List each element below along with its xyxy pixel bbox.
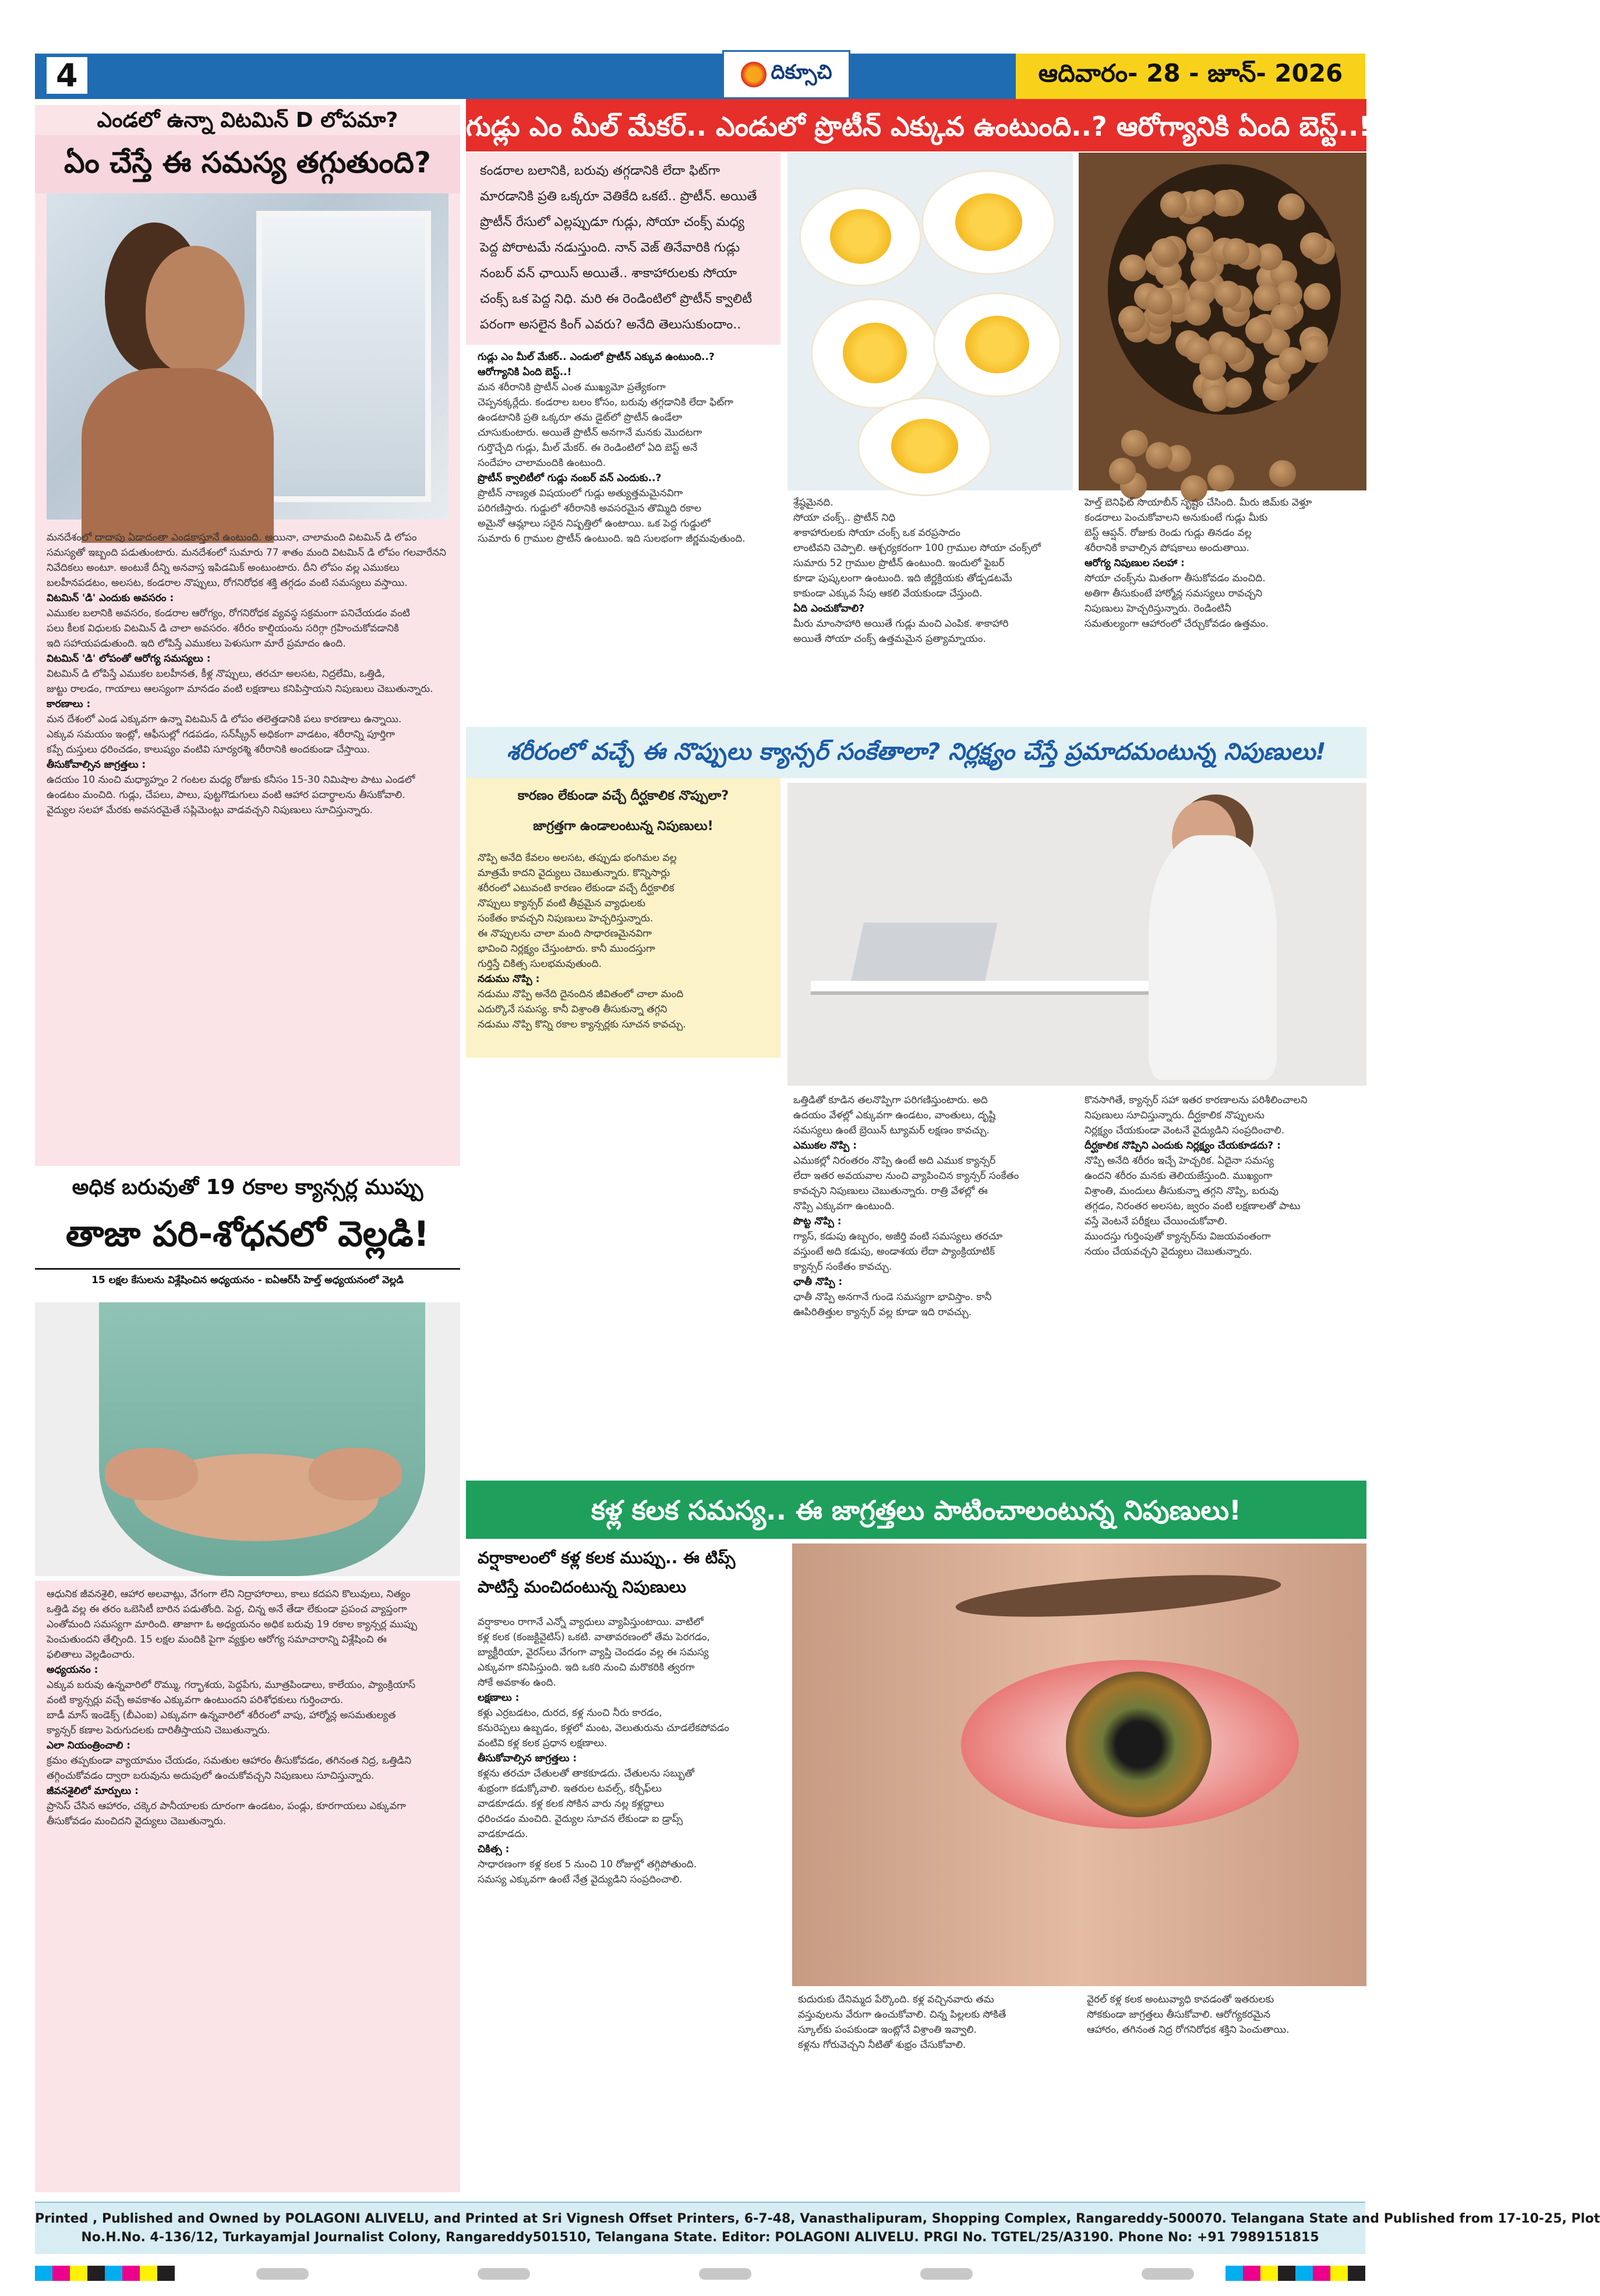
text-line: ముందస్తు గుర్తింపుతో క్యాన్సర్‌ను విజయవంతంగా <box>1085 1231 1271 1242</box>
text-line: సోయా చంక్స్‌ను మితంగా తీసుకోవడం మంచిది. <box>1085 573 1266 584</box>
protein-article-col3 <box>1079 495 1366 722</box>
left-article-kicker: ఎండలో ఉన్నా విటమిన్ D లోపమా? <box>35 105 460 140</box>
soya-chunk <box>1278 193 1305 220</box>
text-line: ఉదయం వేళల్లో ఎక్కువగా ఉండటం, వాంతులు, దృష్టి <box>793 1110 996 1121</box>
text-line: ఉదయం 10 నుంచి మధ్యాహ్నం 2 గంటల మధ్య రోజుకు కనీసం 15-30 నిమిషాల పాటు ఎండలో <box>47 774 415 786</box>
text-line: ఏది ఎంచుకోవాలి? <box>793 603 865 614</box>
egg-half <box>799 188 921 287</box>
text-line: వైరల్ కళ్ల కలక అంటువ్యాధి కావడంతో ఇతరులకు <box>1087 1994 1274 2005</box>
text-line: అమైనో ఆమ్లాలు సరైన నిష్పత్తిలో ఉంటాయి. ఒక పెద్ద గుడ్డులో <box>478 518 711 529</box>
text-line: సోకే అవకాశం ఉంది. <box>478 1677 556 1689</box>
text-line: మాత్రమే కాదని వైద్యులు చెబుతున్నారు. కొన్నిసార్లు <box>478 867 670 879</box>
registration-swatch <box>35 2266 52 2281</box>
text-line: ఆధునిక జీవనశైలి, ఆహార అలవాట్లు, వేగంగా లేని నిద్రాహారాలు, కాలు కదపని కొలువులు, నిత్యం <box>47 1588 411 1600</box>
soya-chunk <box>1300 232 1327 259</box>
cancer-article-body <box>466 850 780 1474</box>
soya-chunk <box>1225 377 1252 404</box>
registration-pill <box>920 2268 973 2280</box>
text-line: ఛాతీ నొప్పి అనగానే గుండె సమస్యగా భావిస్తాం. కానీ <box>793 1291 992 1303</box>
text-line: ప్రొటీన్ నాణ్యత విషయంలో గుడ్లు అత్యుత్తమమైనవిగా <box>478 488 683 499</box>
text-line: కళ్లను గోరువెచ్చని నీటితో శుభ్రం చేసుకోవాలి. <box>798 2039 966 2051</box>
imprint-line-1: Printed , Published and Owned by POLAGONI ALIVELU, and Printed at Sri Vignesh Offset Printers, 6-7-48, Vanasthalipuram, Shopping Complex, Rangareddy-500070. Telangana State and Published from 17-10-25, Plot <box>35 2212 1600 2226</box>
text-line: కుదురుకు దేనిమ్మద పేర్కొంది. కళ్ల వచ్చినవారు తమ <box>798 1994 994 2005</box>
text-line: శాకాహారులకు సోయా చంక్స్ ఒక వరప్రసాదం <box>793 527 960 539</box>
text-line: ఒత్తిడితో కూడిన తలనొప్పిగా పరిగణిస్తుంటారు. అది <box>793 1094 988 1106</box>
soya-chunk <box>1191 255 1217 282</box>
text-line: క్యాన్సర్ సంకేతం కావచ్చు. <box>793 1261 892 1273</box>
text-line: లేదా ఇతర అవయవాల నుంచి వ్యాపించిన క్యాన్సర్ సంకేతం <box>793 1170 1019 1182</box>
text-line: క్యాన్సర్ కణాల పెరుగుదలకు దారితీస్తాయని చెబుతున్నారు. <box>47 1725 270 1736</box>
text-line: బలహీనపడటం, అలసట, కండరాల నొప్పులు, రోగనిరోధక శక్తి తగ్గడం వంటి సమస్యలు వస్తాయి. <box>47 577 408 589</box>
soya-chunk <box>1223 238 1249 265</box>
text-line: మీరు మాంసాహారి అయితే గుడ్లు మంచి ఎంపిక. శాకాహారి <box>793 618 1009 630</box>
text-line: వైద్యుల సలహా మేరకు అవసరమైతే సప్లిమెంట్లు వాడవచ్చని నిపుణులు సూచిస్తున్నారు. <box>47 804 373 816</box>
text-line: లక్షణాలు : <box>478 1692 520 1704</box>
registration-swatch <box>52 2266 70 2281</box>
text-line: కప్పే దుస్తులు ధరించడం, కాలుష్యం వంటివి సూర్యరశ్మి శరీరానికి అందకుండా చేస్తాయి. <box>47 744 370 755</box>
text-line: పలు కీలక విధులకు విటమిన్ డి చాలా అవసరం. శరీరం కాల్షియంను సరిగ్గా గ్రహించుకోవడానికి <box>47 623 400 634</box>
text-line: బెస్ట్ ఆప్షన్. రోజుకు రెండు గుడ్లు తినడం వల్ల <box>1085 527 1252 539</box>
text-line: ఆహారం, తగినంత నిద్ర రోగనిరోధక శక్తిని పెంచుతాయి. <box>1087 2024 1290 2036</box>
text-line: భావించి నిర్లక్ష్యం చేస్తుంటారు. కానీ ముందస్తుగా <box>478 943 655 955</box>
registration-pill <box>256 2268 309 2280</box>
text-line: సమతుల్యంగా ఆహారంలో చేర్చుకోవడం ఉత్తమం. <box>1085 618 1269 630</box>
imprint-line-2: No.H.No. 4-136/12, Turkayamjal Journalist Colony, Rangareddy501510, Telangana State. Editor: POLAGONI ALIVELU. PRGI No. TGTEL/25/A3190. Phone No: +91 7989151815 <box>81 2230 1319 2245</box>
page-number: 4 <box>47 57 87 94</box>
text-line: కళ్లు ఎర్రబడటం, దురద, కళ్ల నుంచి నీరు కారడం, <box>478 1707 662 1719</box>
text-line: శుభ్రంగా కడుక్కోవాలి. ఇతరుల టవల్స్, కర్చీఫ్‌లు <box>478 1783 662 1795</box>
text-line: సంకేతం కావచ్చని నిపుణులు హెచ్చరిస్తున్నారు. <box>478 913 654 924</box>
text-line: నొప్పులు క్యాన్సర్ వంటి తీవ్రమైన వ్యాధులకు <box>478 898 646 909</box>
text-line: ఎక్కువ సమయం ఇంట్లో, ఆఫీసుల్లో గడపడం, సన్‌స్క్రీన్ అధికంగా వాడటం, శరీరాన్ని పూర్తిగా <box>47 729 395 740</box>
text-line: అధ్యయనం : <box>47 1664 98 1676</box>
text-line: సాధారణంగా కళ్ల కలక 5 నుంచి 10 రోజుల్లో తగ్గిపోతుంది. <box>478 1859 697 1870</box>
text-line: దీర్ఘకాలిక నొప్పిని ఎందుకు నిర్లక్ష్యం చేయకూడదు? : <box>1085 1140 1281 1151</box>
obesity-article-headline: తాజా పరి-శోధనలో వెల్లడి! <box>35 1206 460 1270</box>
text-line: కళ్లను తరచూ చేతులతో తాకకూడదు. చేతులను సబ్బుతో <box>478 1768 694 1779</box>
text-line: కారణాలు : <box>47 698 91 710</box>
text-line: బాడీ మాస్ ఇండెక్స్ (బీఎంఐ) ఎక్కువగా ఉన్నవారిలో శరీరంలో వాపు, హార్మోన్ల అసమతుల్యత <box>47 1709 396 1721</box>
registration-swatch <box>1260 2266 1278 2281</box>
text-line: గుర్తిస్తే చికిత్స సులభమవుతుంది. <box>478 958 602 970</box>
text-line: తీసుకోవాల్సిన జాగ్రత్తలు : <box>47 759 146 771</box>
text-line: చూసుకుంటారు. అయితే ప్రొటీన్ అనగానే మనకు మొదటగా <box>478 427 702 439</box>
cancer-intro-sub: జాగ్రత్తగా ఉండాలంటున్న నిపుణులు! <box>533 819 714 833</box>
soya-chunk <box>1109 458 1136 485</box>
registration-swatch <box>87 2266 105 2281</box>
text-line: వర్షాకాలం రాగానే ఎన్నో వ్యాధులు వ్యాపిస్తుంటాయి. వాటిలో <box>478 1616 704 1628</box>
egg-half <box>857 397 991 496</box>
text-line: ప్రాసెస్ చేసిన ఆహారం, చక్కెర పానీయాలకు దూరంగా ఉండటం, పండ్లు, కూరగాయలు ఎక్కువగా <box>47 1800 406 1812</box>
registration-swatch <box>1348 2266 1365 2281</box>
text-line: ఒత్తిడి వల్ల ఈ తరం ఒబెసిటీ బారిన పడుతోంది. పెద్ద, చిన్న అనే తేడా లేకుండా ప్రపంచ వ్యాప్తంగా <box>47 1603 407 1615</box>
soya-chunk <box>1146 442 1172 469</box>
text-line: నొప్పి అనేది శరీరం ఇచ్చే హెచ్చరిక. ఏదైనా సమస్య <box>1085 1155 1274 1167</box>
boiled-eggs-photo <box>787 153 1073 490</box>
text-line: విటమిన్ 'డి' లోపంతో ఆరోగ్య సమస్యలు : <box>47 653 211 665</box>
text-line: శ్రేష్ఠమైనది. <box>793 497 833 508</box>
text-line: అతిగా తీసుకుంటే హార్మోన్ల సమస్యలు రావచ్చని <box>1085 588 1263 599</box>
text-line: బ్యాక్టీరియా, వైరస్‌లు వేగంగా వ్యాప్తి చెందడం వల్ల ఈ సమస్య <box>478 1647 709 1658</box>
registration-swatch <box>122 2266 140 2281</box>
registration-swatch <box>140 2266 157 2281</box>
soya-chunk <box>1304 283 1330 310</box>
text-line: సుమారు 6 గ్రాముల ప్రొటీన్ ఉంటుంది. ఇది సులభంగా జీర్ణమవుతుంది. <box>478 533 746 545</box>
soya-chunk <box>1189 189 1216 216</box>
text-line: కొనసాగితే, క్యాన్సర్ సహా ఇతర కారణాలను పరిశీలించాలని <box>1085 1094 1308 1106</box>
text-line: కావచ్చని నిపుణులు చెబుతున్నారు. రాత్రి వేళల్లో ఈ <box>793 1185 988 1197</box>
text-line: ఎక్కువగా కనిపిస్తుంది. ఇది ఒకరి నుంచి మరొకరికి త్వరగా <box>478 1662 695 1673</box>
egg-half <box>811 298 939 409</box>
text-line: ఊపిరితిత్తుల క్యాన్సర్ వల్ల కూడా ఇది రావచ్చు. <box>793 1306 972 1318</box>
paper-name: దిక్సూచి <box>771 61 832 84</box>
text-line: కాకుండా ఎక్కువ సేపు ఆకలి వేయకుండా చేస్తుంది. <box>793 588 983 599</box>
text-line: సోకకుండా జాగ్రత్తలు తీసుకోవాలి. ఆరోగ్యకరమైన <box>1087 2009 1271 2021</box>
egg-half <box>933 292 1061 397</box>
text-line: ధరించడం మంచిది. వైద్యుల సూచన లేకుండా ఐ డ్రాప్స్ <box>478 1813 683 1825</box>
text-line: సందేహం చాలామందికి ఉంటుంది. <box>478 457 606 469</box>
text-line: విటమిన్ డి లోపిస్తే ఎముకల బలహీనత, కీళ్ల నొప్పులు, తరచూ అలసట, నిద్రలేమి, ఒత్తిడి, <box>47 668 386 680</box>
text-line: నయం చేయవచ్చని వైద్యులు చెబుతున్నారు. <box>1085 1246 1252 1257</box>
text-line: క్రమం తప్పకుండా వ్యాయామం చేయడం, సమతుల ఆహారం తీసుకోవడం, తగినంత నిద్ర, ఒత్తిడిని <box>47 1755 412 1767</box>
soya-chunk <box>1207 465 1234 492</box>
text-line: సుమారు 52 గ్రాముల ప్రొటీన్ ఉంటుంది. ఇందులో ఫైబర్ <box>793 557 1005 569</box>
text-line: చెప్పనక్కర్లేదు. కండరాల బలం కోసం, బరువు తగ్గడానికి లేదా ఫిట్‌గా <box>478 397 733 408</box>
cancer-article-col3 <box>1079 1093 1366 1477</box>
eye-article-col3 <box>1081 1992 1366 2190</box>
red-eye-photo <box>792 1543 1366 1986</box>
left-article-panel <box>35 193 460 1166</box>
eye-article-col1 <box>478 1615 780 2191</box>
text-line: ఎదుర్కొనే సమస్య. కానీ విశ్రాంతి తీసుకున్నా తగ్గని <box>478 1004 667 1015</box>
text-line: తీసుకోవాల్సిన జాగ్రత్తలు : <box>478 1753 577 1764</box>
text-line: వస్తుంటే అది కడుపు, అండాశయ లేదా ప్యాంక్రియాటిక్ <box>793 1246 995 1257</box>
eye-article-headline: కళ్ల కలక సమస్య.. ఈ జాగ్రత్తలు పాటించాలంటున్న నిపుణులు! <box>466 1481 1366 1539</box>
text-line: సమస్య ఎక్కువగా ఉంటే నేత్ర వైద్యుడిని సంప్రదించాలి. <box>478 1874 683 1885</box>
registration-pill <box>478 2268 530 2280</box>
text-line: తగ్గించుకోవడం ద్వారా బరువును అదుపులో ఉంచుకోవచ్చని నిపుణులు సూచిస్తున్నారు. <box>47 1770 375 1782</box>
registration-swatch <box>1243 2266 1260 2281</box>
text-line: పెంచుతుందని తేల్చింది. 15 లక్షల మందికి పైగా వ్యక్తుల ఆరోగ్య సమాచారాన్ని విశ్లేషించి ఈ <box>47 1634 387 1645</box>
protein-article-intro: కండరాల బలానికి, బరువు తగ్గడానికి లేదా ఫిట్‌గా మారడానికి ప్రతి ఒక్కరూ వెతికేది ఒకటే.. ప్రొటీన్. అయితే ప్రొటీన్ రేసులో ఎల్లప్పుడూ గుడ్లు, సోయా చంక్స్ మధ్య పెద్ద పోరాటమే నడుస్తుంది. నాన్ వెజ్ తినేవారికి గుడ్లు నంబర్ వన్ ఛాయిస్ అయితే.. శాకాహారులకు సోయా చంక్స్ ఒక పెద్ద నిధి. మరి ఈ రెండింటిలో ప్రొటీన్ క్వాలిటీ పరంగా అసలైన కింగ్ ఎవరు? అనేది తెలుసుకుందాం.. <box>466 153 780 345</box>
text-line: ఈ నొప్పులను చాలా మంది సాధారణమైనవిగా <box>478 928 652 939</box>
obesity-article-caption: 15 లక్షల కేసులను విశ్లేషించిన అధ్యయనం - ఐఏఆర్‌సీ హెల్త్ అధ్యయనంలో వెల్లడి <box>91 1274 404 1286</box>
registration-swatch <box>1330 2266 1348 2281</box>
text-line: నివేదికలు అంటూ. అంటుకే దీన్ని అనవాస్త ఇపిడమిక్ అంటుంటారు. దీని లోపం వల్ల ఎముకలు <box>47 562 400 574</box>
soya-chunk <box>1214 281 1241 308</box>
text-line: వాడకూడదు. కళ్ల కలక సోకిన వారు నల్ల కళ్లద్దాలు <box>478 1798 665 1810</box>
left-article-headline: ఏం చేస్తే ఈ సమస్య తగ్గుతుంది? <box>35 135 460 193</box>
text-line: ఫలితాలు వెల్లడించారు. <box>47 1649 135 1661</box>
text-line: కండరాలు పెంచుకోవాలని అనుకుంటే గుడ్లు మీకు <box>1085 512 1268 524</box>
soya-chunk <box>1186 227 1213 253</box>
text-line: నిర్లక్ష్యం చేయకుండా వెంటనే వైద్యుడిని సంప్రదించాలి. <box>1085 1125 1285 1136</box>
text-line: ఎక్కువ బరువు ఉన్నవారిలో రొమ్ము, గర్భాశయ, పెద్దపేగు, మూత్రపిండాలు, కాలేయం, ప్యాంక్రియాస్ <box>47 1679 416 1691</box>
text-line: ఎలా నియంత్రించాలి : <box>47 1740 131 1751</box>
left-article-body <box>47 530 448 1159</box>
text-line: తగ్గడం, నిరంతర అలసట, జ్వరం వంటి లక్షణాలతో పాటు <box>1085 1200 1301 1212</box>
eye-article-subhead: వర్షాకాలంలో కళ్ల కలక ముప్పు.. ఈ టిప్స్ పాటిస్తే మంచిదంటున్న నిపుణులు <box>478 1548 736 1596</box>
text-line: ప్రొటీన్ క్వాలిటీలో గుడ్లు నంబర్ వన్ ఎందుకు..? <box>478 472 662 484</box>
text-line: ఇది సహాయపడుతుంది. ఇది లోపిస్తే ఎముకలు పెళుసుగా మారే ప్రమాదం ఉంది. <box>47 638 346 649</box>
cancer-intro-title: కారణం లేకుండా వచ్చే దీర్ఘకాలిక నొప్పులా? <box>517 789 729 803</box>
registration-swatch <box>1225 2266 1243 2281</box>
text-line: ఎముకల బలానికి అవసరం, కండరాల ఆరోగ్యం, రోగనిరోధక వ్యవస్థ సక్రమంగా పనిచేయడం వంటి <box>47 607 410 619</box>
woman-back-pain-photo <box>787 783 1366 1086</box>
text-line: ఉందని శరీరం మనకు తెలియజేస్తుంది. ముఖ్యంగా <box>1085 1170 1273 1182</box>
text-line: మన దేశంలో ఎండ ఎక్కువగా ఉన్నా విటమిన్ డి లోపం తలెత్తడానికి పలు కారణాలు ఉన్నాయి. <box>47 713 402 725</box>
text-line: నొప్పి అనేది కేవలం అలసట, తప్పుడు భంగిమల వల్ల <box>478 852 677 864</box>
soya-chunk <box>1184 299 1211 326</box>
text-line: చికిత్స : <box>478 1843 510 1855</box>
text-line: విశ్రాంతి, మందులు తీసుకున్నా తగ్గని నొప్పి, బరువు <box>1085 1185 1279 1197</box>
text-line: వస్తే వెంటనే పరీక్షలు చేయించుకోవాలి. <box>1085 1216 1228 1227</box>
registration-swatch <box>157 2266 175 2281</box>
soya-chunk <box>1269 460 1296 487</box>
text-line: నడుము నొప్పి : <box>478 973 540 985</box>
sun-logo-icon <box>741 62 767 87</box>
text-line: సోయా చంక్స్.. ప్రొటీన్ నిధి <box>793 512 896 524</box>
text-line: ఎముకల నొప్పి : <box>793 1140 857 1151</box>
text-line: శరీరంలో ఎటువంటి కారణం లేకుండా వచ్చే దీర్ఘకాలిక <box>478 882 674 894</box>
text-line: సమస్యలు ఉంటే బ్రెయిన్ ట్యూమర్ లక్షణం కావచ్చు. <box>793 1125 990 1136</box>
eye-article-col2 <box>792 1992 1075 2190</box>
text-line: కూడా పుష్కలంగా ఉంటుంది. ఇది జీర్ణక్రియకు తోడ్పడటమే <box>793 573 1012 584</box>
paper-logo <box>722 50 850 99</box>
registration-pill <box>1142 2268 1194 2280</box>
text-line: నిపుణులు సూచిస్తున్నారు. దీర్ఘకాలిక నొప్పులను <box>1085 1110 1265 1121</box>
text-line: అయితే సోయా చంక్స్ ఉత్తమమైన ప్రత్యామ్నాయం. <box>793 633 986 645</box>
text-line: గుర్తొచ్చేది గుడ్లు, మీల్ మేకర్. ఈ రెండింటిలో ఏది బెస్ట్ అనే <box>478 442 698 454</box>
text-line: హెల్త్ బెనిఫిట్ సొయాబీన్ సృష్టం చేసింది. మీరు జిమ్‌కు వెళ్తూ <box>1085 497 1312 508</box>
soya-chunk <box>1220 337 1246 364</box>
registration-swatch <box>1278 2266 1295 2281</box>
text-line: ఎముకల్లో నిరంతరం నొప్పి ఉంటే అది ఎముక క్యాన్సర్ <box>793 1155 996 1167</box>
text-line: గుడ్లు ఎం మీల్ మేకర్.. ఎండులో ప్రొటీన్ ఎక్కువ ఉంటుంది..? <box>478 351 715 363</box>
text-line: వస్తువులను వేరుగా ఉంచుకోవాలి. చిన్న పిల్లలకు సోకితే <box>798 2009 1006 2021</box>
issue-date: ఆదివారం- 28 - జూన్- 2026 <box>1016 54 1365 99</box>
registration-pill <box>699 2268 751 2280</box>
text-line: నొప్పి ఎక్కువగా ఉంటుంది. <box>793 1200 895 1212</box>
text-line: ఉండటానికి ప్రతి ఒక్కరూ తమ డైట్‌లో ప్రొటీన్ ఉండేలా <box>478 412 683 423</box>
text-line: ఎంతోమంది సమస్యగా మారింది. తాజాగా ఓ అధ్యయనం అధిక బరువు 19 రకాల క్యాన్సర్ల ముప్పు <box>47 1619 418 1630</box>
text-line: నిపుణులు హెచ్చరిస్తున్నారు. రెండింటినీ <box>1085 603 1232 614</box>
soya-chunks-photo <box>1079 153 1366 490</box>
text-line: లాంటివని చెప్పాలి. ఆశ్చర్యకరంగా 100 గ్రాముల సోయా చంక్స్‌లో <box>793 542 1041 554</box>
protein-article-col2 <box>787 495 1073 722</box>
text-line: స్కూల్‌కు పంపకుండా ఇంట్లోనే విశ్రాంతి ఇవ్వాలి. <box>798 2024 977 2036</box>
text-line: ఛాతీ నొప్పి : <box>793 1276 843 1288</box>
text-line: ఆరోగ్యానికి ఏంది బెస్ట్..! <box>478 366 572 378</box>
print-registration-bar <box>35 2266 1365 2283</box>
text-line: మన శరీరానికి ప్రొటీన్ ఎంత ముఖ్యమో ప్రత్యేకంగా <box>478 382 666 393</box>
soya-chunk <box>1270 303 1297 330</box>
text-line: వంటివి కళ్ల కలక ప్రధాన లక్షణాలు. <box>478 1737 607 1749</box>
woman-sunlight-photo <box>47 193 448 520</box>
protein-article-headline: గుడ్లు ఎం మీల్ మేకర్.. ఎండులో ప్రొటీన్ ఎక్కువ ఉంటుంది..? ఆరోగ్యానికి ఏంది బెస్ట్..! <box>466 99 1366 151</box>
text-line: నడుము నొప్పి కొన్ని రకాల క్యాన్సర్లకు సూచన కావచ్చు. <box>478 1019 686 1030</box>
registration-swatch <box>105 2266 122 2281</box>
overweight-belly-photo <box>35 1302 460 1576</box>
text-line: కళ్ల కలక (కంజక్టివైటిస్) ఒకటి. వాతావరణంలో తేమ పెరగడం, <box>478 1631 710 1643</box>
soya-chunk <box>1146 288 1172 315</box>
text-line: నడుము నొప్పి అనేది దైనందిన జీవితంలో చాలా మంది <box>478 988 684 1000</box>
obesity-article-kicker: అధిక బరువుతో 19 రకాల క్యాన్సర్ల ముప్పు <box>72 1175 423 1199</box>
egg-half <box>921 170 1055 275</box>
soya-chunk <box>1152 238 1178 265</box>
registration-swatch <box>1295 2266 1313 2281</box>
cancer-article-col2 <box>787 1093 1073 1477</box>
text-line: పరిగణిస్తారు. గుడ్డులో శరీరానికి అవసరమైన తొమ్మిది రకాల <box>478 503 702 514</box>
text-line: మనదేశంలో దాదాపు ఏడాదంతా ఎండకాస్తూనే ఉంటుంది. అయినా, చాలామంది విటమిన్ డి లోపం <box>47 532 417 543</box>
text-line: గ్యాస్, కడుపు ఉబ్బరం, అజీర్తి వంటి సమస్యలు తరచూ <box>793 1231 1003 1242</box>
text-line: వాడకూడదు. <box>478 1828 528 1840</box>
text-line: సమస్యతో ఇబ్బంది పడుతుంటారు. మనదేశంలో సుమారు 77 శాతం మంది విటమిన్ డి లోపం గలవారేనని <box>47 547 446 559</box>
text-line: వంటి క్యాన్సర్లు వచ్చే అవకాశం ఎక్కువగా ఉంటుందని పరిశోధకులు గుర్తించారు. <box>47 1694 344 1706</box>
obesity-article-body <box>35 1581 460 2192</box>
text-line: జుట్టు రాలడం, గాయాలు ఆలస్యంగా మానడం వంటి లక్షణాలు కనిపిస్తాయని నిపుణులు చెబుతున్నారు. <box>47 683 433 695</box>
registration-swatch <box>70 2266 87 2281</box>
masthead <box>35 54 1365 99</box>
registration-swatch <box>1313 2266 1330 2281</box>
soya-chunk <box>1118 306 1145 333</box>
text-line: జీవనశైలిలో మార్పులు : <box>47 1785 139 1797</box>
text-line: కనురెప్పలు ఉబ్బడం, కళ్లలో మంట, వెలుతురును చూడలేకపోవడం <box>478 1722 729 1734</box>
text-line: పొట్ట నొప్పి : <box>793 1216 842 1227</box>
imprint-footer <box>35 2202 1600 2254</box>
text-line: ఆరోగ్య నిపుణుల సలహా : <box>1085 557 1185 569</box>
text-line: విటమిన్ 'డి' ఎందుకు అవసరం : <box>47 592 174 604</box>
protein-article-col1 <box>466 349 780 722</box>
text-line: తీసుకోవడం మంచిదని వైద్యులు చెబుతున్నారు. <box>47 1815 227 1827</box>
soya-chunk <box>1121 430 1148 457</box>
cancer-article-headline: శరీరంలో వచ్చే ఈ నొప్పులు క్యాన్సర్ సంకేతాలా? నిర్లక్ష్యం చేస్తే ప్రమాదమంటున్న నిపుణులు! <box>466 727 1366 778</box>
text-line: శరీరానికి కావాల్సిన పోషకాలు అందుతాయి. <box>1085 542 1250 554</box>
text-line: ఉండటం మంచిది. గుడ్లు, చేపలు, పాలు, పుట్టగొడుగులు వంటి ఆహార పదార్థాలను తీసుకోవాలి. <box>47 789 405 801</box>
